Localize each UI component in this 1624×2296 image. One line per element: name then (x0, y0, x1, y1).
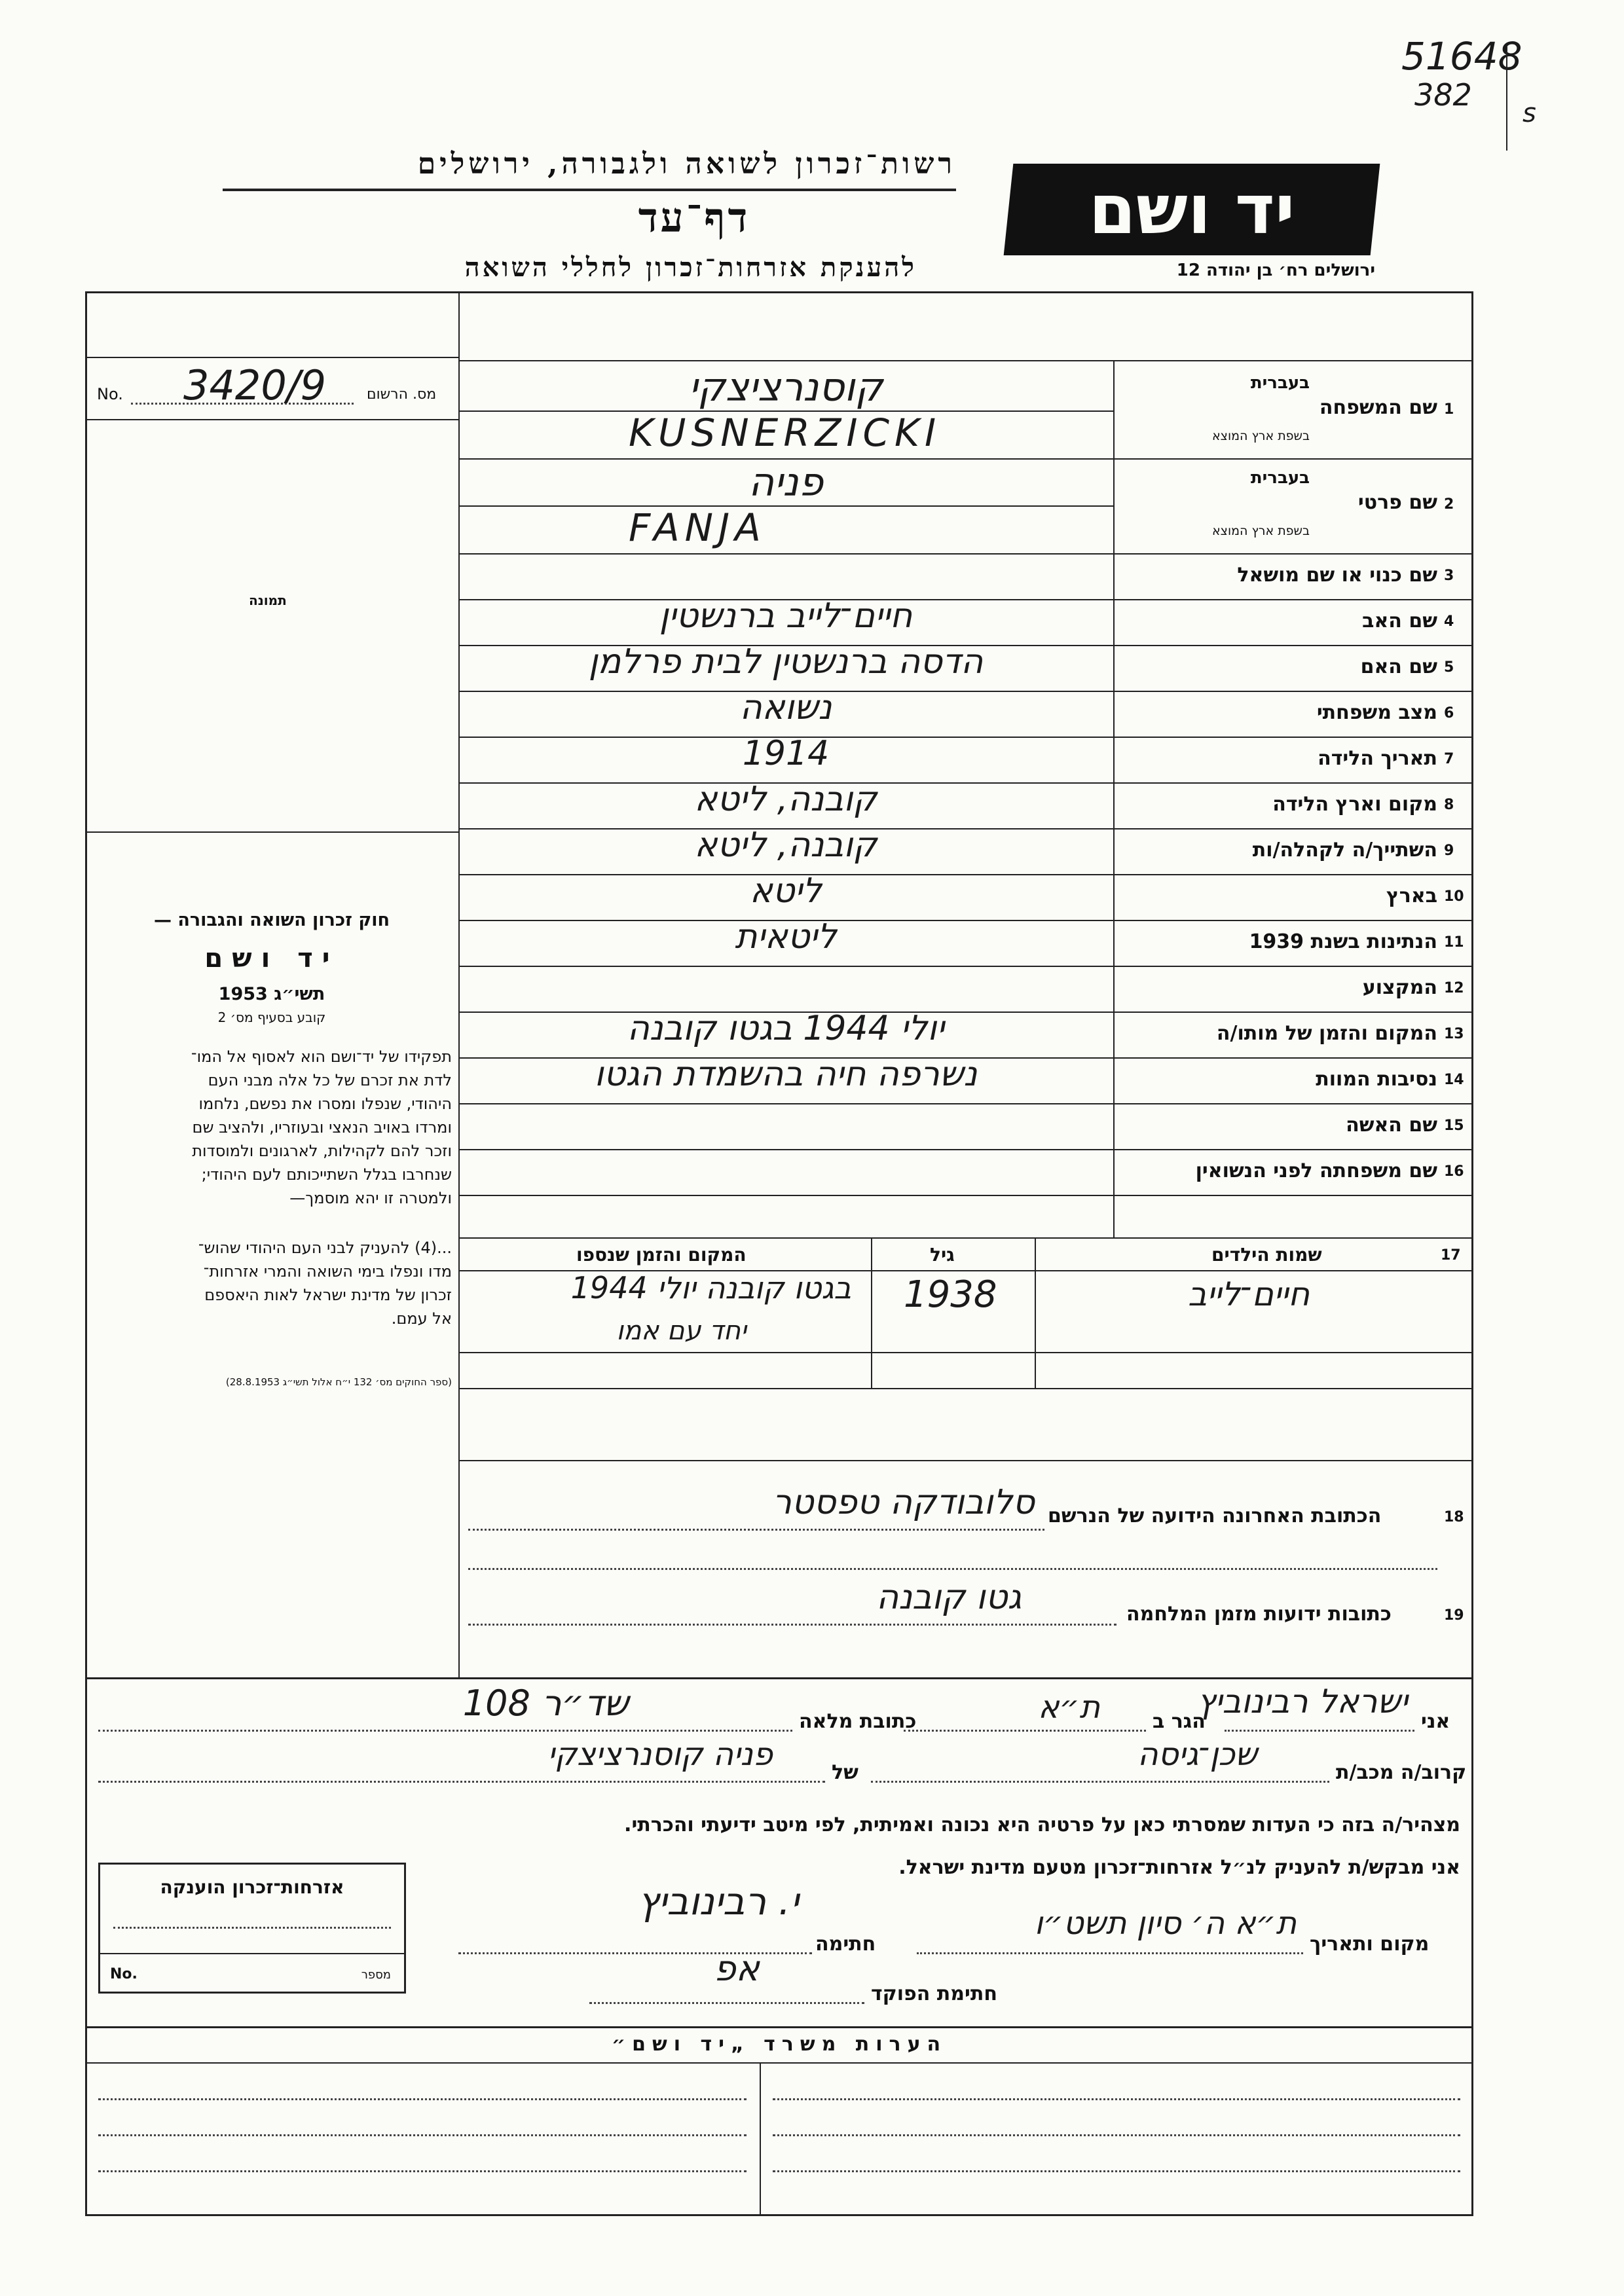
decl-place-value: ת״א ה׳ סיון תשט״ו (1034, 1905, 1297, 1942)
addr-last-label: הכתובת האחרונה הידועה של הנרשם (1048, 1504, 1382, 1527)
archive-subnumber: 382 (1414, 77, 1472, 113)
addr-last-value: סלובודקה טפסטר (772, 1483, 1035, 1522)
field-14-number: 14 (1444, 1072, 1464, 1088)
field-3-number: 3 (1444, 568, 1454, 584)
field-3-label: שם כנוי או שם מושאל (1237, 564, 1437, 587)
decl-line2: אני מבקש/ת להעניק לנ״ל אזרחות־זכרון מטעם מדינת ישראל. (898, 1856, 1460, 1879)
field-8-value: קובנה, ליטא (694, 780, 877, 819)
field-15-number: 15 (1444, 1118, 1464, 1134)
child-place: בגטו קובנה יולי 1944 (570, 1270, 851, 1305)
field-4-label: שם האב (1362, 610, 1437, 632)
field-2-value: פניה (748, 460, 824, 505)
field-9-number: 9 (1444, 843, 1454, 859)
field-1-number: 1 (1444, 401, 1454, 418)
col-place: המקום והזמן שנספו (576, 1244, 747, 1266)
field-12-number: 12 (1444, 980, 1464, 996)
field-1-hint-hebrew: בעברית (1250, 373, 1310, 393)
field-8-label: מקום וארץ הלידה (1272, 793, 1437, 816)
authority-line: רשות־זכרון לשואה ולגבורה, ירושלים (417, 147, 956, 181)
yad-vashem-logo: יד ושם (1004, 164, 1380, 255)
field-11-value: ליטאית (735, 917, 837, 957)
field-8-number: 8 (1444, 797, 1454, 813)
decl-addr-value: שד״ר 108 (462, 1683, 629, 1724)
law-box (92, 910, 452, 1388)
field-2-number: 2 (1444, 496, 1454, 513)
decl-line1: מצהיר/ה בזה כי העדות שמסרתי כאן על פרטיה היא נכונה ואמיתית, לפי מיטב ידיעתי והכרתי. (624, 1813, 1460, 1836)
field-14-value: נשרפה חיה בהשמדת הגטו (594, 1055, 978, 1094)
field-1-hint-origin: בשפת ארץ המוצא (1211, 429, 1310, 443)
field-11-label: הנתינות בשנת 1939 (1249, 930, 1437, 953)
field-6-label: מצב משפחתי (1316, 701, 1437, 724)
office-notes-title: הערות משרד „יד ושם״ (611, 2033, 948, 2056)
field-4-value: חיים־לייב ברנשטין (659, 596, 913, 636)
official-signature: אפ (714, 1948, 760, 1989)
reg-label: מס. הרשום (367, 386, 437, 403)
law-title: חוק זכרון השואה והגבורה — (153, 910, 390, 930)
child-name: חיים־לייב (1188, 1275, 1310, 1313)
field-7-number: 7 (1444, 751, 1454, 767)
field-9-value: קובנה, ליטא (694, 826, 877, 865)
addr-war-label: כתובות ידועות מזמן המלחמה (1126, 1603, 1392, 1626)
decl-signature: י. רבינוביץ (638, 1879, 799, 1923)
field-1-label: שם המשפחה (1319, 396, 1437, 419)
field-13-number: 13 (1444, 1026, 1464, 1042)
field-2-label: שם פרטי (1357, 491, 1437, 514)
decl-name: ישראל רבינוביץ (1197, 1683, 1408, 1721)
photo-label: תמונה (249, 592, 287, 608)
field-10-label: בארץ (1386, 884, 1437, 907)
field-5-label: שם האם (1360, 655, 1437, 678)
law-year: תשי״ג 1953 (218, 984, 325, 1004)
law-text: תפקידו של יד־ושם הוא לאסוף אל המו־ לדת את זכרם של כל אלה מבני העם היהודי, שנפלו ומסרו את נפשם, נלחמו ומרדו באויב הנאצי ובעוזריו, ולהציב שם וזכר להם לקהילות, לארגונים ולמוסדות שנחרבו בגלל השתייכותם לעם היהודי; ולמטרה זו יהא מוסמך— ...(4) להעניק לבני העם היהודי שהוש־ מדו ונפלו בימי השואה והמרי אזרחות־ זכרון של מדינת ישראל לאות היאספם אל עמם. (191, 1048, 452, 1328)
field-9-label: השתייך/ה לקהלה/ות (1252, 839, 1437, 862)
field-7-label: תאריך הלידה (1318, 747, 1437, 770)
form-title: דף־עד (638, 194, 750, 242)
registration-value: 3420/9 (183, 361, 327, 409)
decl-sig-label: חתימה (815, 1933, 876, 1956)
field-1-value-origin: KUSNERZICKI (629, 410, 942, 455)
field-13-label: המקום והזמן של מותו/ה (1216, 1022, 1437, 1045)
official-sig-label: חתימת הפוקד (871, 1982, 997, 2005)
children-number: 17 (1441, 1247, 1461, 1264)
decl-addr-label: כתובת מלאה (799, 1710, 917, 1733)
field-16-number: 16 (1444, 1163, 1464, 1180)
field-4-number: 4 (1444, 613, 1454, 630)
col-names: שמות הילדים (1211, 1244, 1322, 1266)
form-subtitle: להענקת אזרחות־זכרון לחללי השואה (464, 252, 917, 283)
field-10-value: ליטא (750, 871, 822, 911)
field-11-number: 11 (1444, 934, 1464, 951)
field-16-label: שם משפחתה לפני הנשואין (1195, 1159, 1437, 1182)
field-5-value: הדסה ברנשטין לבית פרלמן (588, 642, 984, 682)
field-10-number: 10 (1444, 888, 1464, 905)
address-line: ירושלים רח׳ בן יהודה 12 (1176, 261, 1375, 280)
field-15-label: שם האשה (1346, 1114, 1437, 1137)
law-footnote: (ספר החוקים מס׳ 132 י״ח אלול תשי״ג 28.8.1953) (225, 1376, 452, 1388)
archive-number: 51648 (1401, 34, 1522, 79)
field-2-hint-origin: בשפת ארץ המוצא (1211, 524, 1310, 538)
decl-of-value: פניה קוסנרציצקי (547, 1736, 773, 1773)
child-age: 1938 (904, 1273, 997, 1316)
field-12-label: המקצוע (1362, 976, 1437, 999)
decl-i-label: אני (1421, 1710, 1450, 1733)
decl-live-value: ת״א (1038, 1689, 1100, 1726)
col-age: גיל (930, 1244, 955, 1266)
decl-rel-label: קרוב/ה מכב/ת (1336, 1761, 1467, 1784)
field-2-hint-hebrew: בעברית (1250, 468, 1310, 488)
addr-war-value: גטו קובנה (876, 1578, 1022, 1617)
field-6-number: 6 (1444, 705, 1454, 721)
field-1-value: קוסנרציצקי (688, 365, 883, 410)
decl-of-label: של (832, 1761, 858, 1784)
law-section: קובע בסעיף מס׳ 2 (217, 1010, 326, 1025)
decl-rel-value: שכן־גיסה (1137, 1736, 1257, 1773)
reg-no-label: No. (97, 385, 123, 403)
archive-side: s (1522, 98, 1536, 128)
field-6-value: נשואה (739, 688, 832, 727)
field-5-number: 5 (1444, 659, 1454, 676)
field-14-label: נסיבות המוות (1316, 1068, 1437, 1091)
child-place-2: יחד עם אמו (616, 1316, 747, 1346)
decl-place-label: מקום ותאריך (1310, 1933, 1430, 1956)
field-13-value: יולי 1944 בגטו קובנה (627, 1009, 945, 1048)
addr-last-number: 18 (1444, 1509, 1464, 1525)
citizenship-box: אזרחות־זכרון הוענקה No. מספר (98, 1863, 406, 1994)
decl-live-label: הגר ב (1153, 1710, 1206, 1733)
law-name: יד ושם (204, 943, 339, 974)
field-7-value: 1914 (742, 734, 830, 773)
field-2-value-origin: FANJA (629, 505, 766, 550)
addr-war-number: 19 (1444, 1607, 1464, 1624)
